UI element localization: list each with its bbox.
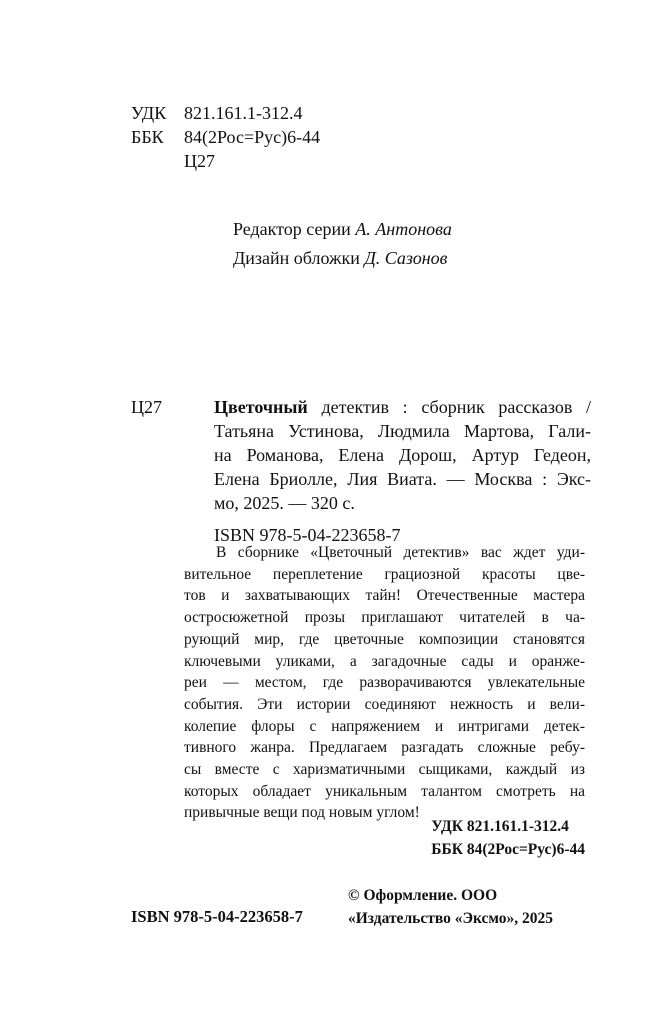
- series-editor-label: Редактор серии: [233, 219, 351, 239]
- cover-design-label: Дизайн обложки: [233, 248, 360, 268]
- annotation-line: которых обладает уникальным талантом смотреть на: [184, 782, 585, 800]
- cover-design-name: Д. Сазонов: [364, 248, 448, 268]
- bib-line-1: [214, 395, 591, 419]
- cover-design-line: [233, 244, 452, 273]
- bib-line-2: Татьяна Устинова, Людмила Мартова, Гали-: [214, 421, 591, 441]
- series-editor-name: А. Антонова: [355, 219, 452, 239]
- bbk-code: 84(2Рос=Рус)6-44: [184, 127, 321, 147]
- annotation-line: тивного жанра. Предлагаем разгадать сложные ребу-: [184, 739, 585, 757]
- classification-block: [131, 101, 320, 173]
- annotation-line: сы вместе с харизматичными сыщиками, каждый из: [184, 761, 585, 779]
- bib-author-mark: Ц27: [131, 397, 162, 417]
- author-mark: Ц27: [184, 151, 215, 171]
- annotation-line: остросюжетной прозы приглашают читателей в ча-: [184, 609, 585, 627]
- series-editor-line: [233, 215, 452, 244]
- annotation-line: колепие флоры с напряжением и интригами детек-: [184, 717, 585, 735]
- bib-title-bold: Цветочный: [214, 397, 308, 417]
- bib-isbn: ISBN 978-5-04-223658-7: [214, 525, 401, 545]
- annotation-line: реи — местом, где разворачиваются увлекательные: [184, 674, 585, 692]
- bib-record: [214, 395, 591, 547]
- copyright-line-2: «Издательство «Эксмо», 2025: [348, 910, 554, 927]
- annotation-line: вительное переплетение грациозной красоты цве-: [184, 565, 585, 583]
- udk-label: УДК: [131, 103, 167, 123]
- annotation-line: В сборнике «Цветочный детектив» вас ждет уди-: [216, 544, 585, 561]
- annotation: [184, 542, 585, 824]
- footer-bbk: ББК 84(2Рос=Рус)6-44: [431, 841, 585, 858]
- credits-block: [233, 215, 452, 273]
- footer-classification: [431, 815, 585, 861]
- udk-row: [131, 101, 320, 125]
- annotation-last-line: привычные вещи под новым углом!: [184, 804, 420, 822]
- author-mark-row: [131, 149, 320, 173]
- bib-line-3: на Романова, Елена Дорош, Артур Гедеон,: [214, 445, 591, 465]
- footer-isbn: ISBN 978-5-04-223658-7: [131, 907, 303, 926]
- udk-code: 821.161.1-312.4: [184, 103, 303, 123]
- annotation-line: тов и захватывающих тайн! Отечественные мастера: [184, 587, 585, 605]
- bib-line-5: мо, 2025. — 320 с.: [214, 493, 355, 513]
- annotation-line: рующий мир, где цветочные композиции становятся: [184, 630, 585, 648]
- bib-line-4: Елена Бриолле, Лия Виата. — Москва : Экс-: [214, 469, 591, 489]
- annotation-line: ключевыми уликами, а загадочные сады и оранже-: [184, 652, 585, 670]
- bbk-row: [131, 125, 320, 149]
- bib-title-rest: детектив : сборник рассказов /: [307, 397, 591, 417]
- annotation-line: события. Эти истории соединяют нежность и вели-: [184, 695, 585, 713]
- copyright-line-1: © Оформление. ООО: [348, 887, 498, 904]
- footer-copyright: [348, 884, 553, 930]
- footer-udk: УДК 821.161.1-312.4: [431, 818, 569, 835]
- bbk-label: ББК: [131, 127, 164, 147]
